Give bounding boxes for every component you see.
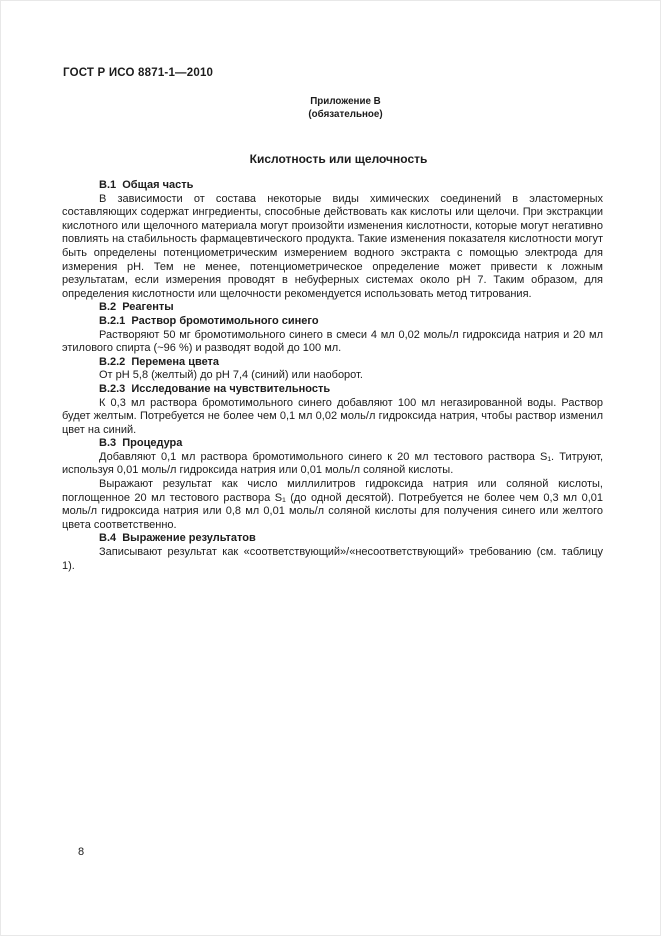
annex-heading: Кислотность или щелочность [249, 152, 428, 166]
section-heading-b21: В.2.1 Раствор бромотимольного синего [99, 314, 319, 327]
annex-label: Приложение В [310, 96, 381, 107]
document-code: ГОСТ Р ИСО 8871-1—2010 [63, 67, 214, 79]
section-heading-b2: В.2 Реагенты [99, 301, 174, 314]
section-paragraph: В зависимости от состава некоторые виды химических соединений в эластомерных составляющих содержат ингредиенты, способные действовать как кислоты или щелочи. При экстракции кислотного или щелочного материала могут произойти изменения кислотности, которые могут негативно повлиять на стабильность фармацевтического продукта. Такие изменения показателя кислотности могут быть определены потенциометрическим измерением водного экстракта с помощью электрода для измерения pH. Тем не менее, потенциометрическое определение может привести к ложным результатам, если измерения проводят в небуферных системах около pH 7. Таким образом, для определения кислотности или щелочности рекомендуется использовать метод титрования. [62, 192, 603, 300]
annex-obligation-label: (обязательное) [308, 108, 383, 120]
section-heading-b3: В.3 Процедура [99, 437, 183, 450]
annex-block [1, 96, 660, 121]
section-heading-b23: В.2.3 Исследование на чувствительность [99, 382, 331, 395]
section-heading-b1: В.1 Общая часть [99, 179, 194, 191]
document-body [62, 179, 603, 573]
section-paragraph: Растворяют 50 мг бромотимольного синего в смеси 4 мл 0,02 моль/л гидроксида натрия и 20 мл этилового спирта (~96 %) и разводят водой до 100 мл. [62, 328, 603, 355]
page-number: 8 [78, 846, 85, 858]
section-paragraph: К 0,3 мл раствора бромотимольного синего добавляют 100 мл негазированной воды. Раствор будет желтым. Потребуется не более чем 0,1 мл 0,02 моль/л гидроксида натрия, чтобы раствор изменил цвет на синий. [62, 396, 603, 436]
section-heading-b4: В.4 Выражение результатов [99, 532, 256, 545]
section-paragraph: Записывают результат как «соответствующий»/«несоответствующий» требованию (см. таблицу 1). [62, 546, 603, 572]
section-heading-b22: В.2.2 Перемена цвета [99, 355, 220, 368]
section-paragraph: Добавляют 0,1 мл раствора бромотимольного синего к 20 мл тестового раствора S₁. Титруют, используя 0,01 моль/л гидроксида натрия или 0,01 моль/л соляной кислоты. [62, 450, 603, 477]
section-paragraph: Выражают результат как число миллилитров гидроксида натрия или соляной кислоты, поглощенное 20 мл тестового раствора S₁ (до одной десятой). Потребуется не более чем 0,3 мл 0,01 моль/л гидроксида натрия или 0,8 мл 0,01 моль/л соляной кислоты для получения синего или желтого цвета соответственно. [62, 478, 603, 531]
section-paragraph: От pH 5,8 (желтый) до pH 7,4 (синий) или наоборот. [99, 369, 363, 382]
